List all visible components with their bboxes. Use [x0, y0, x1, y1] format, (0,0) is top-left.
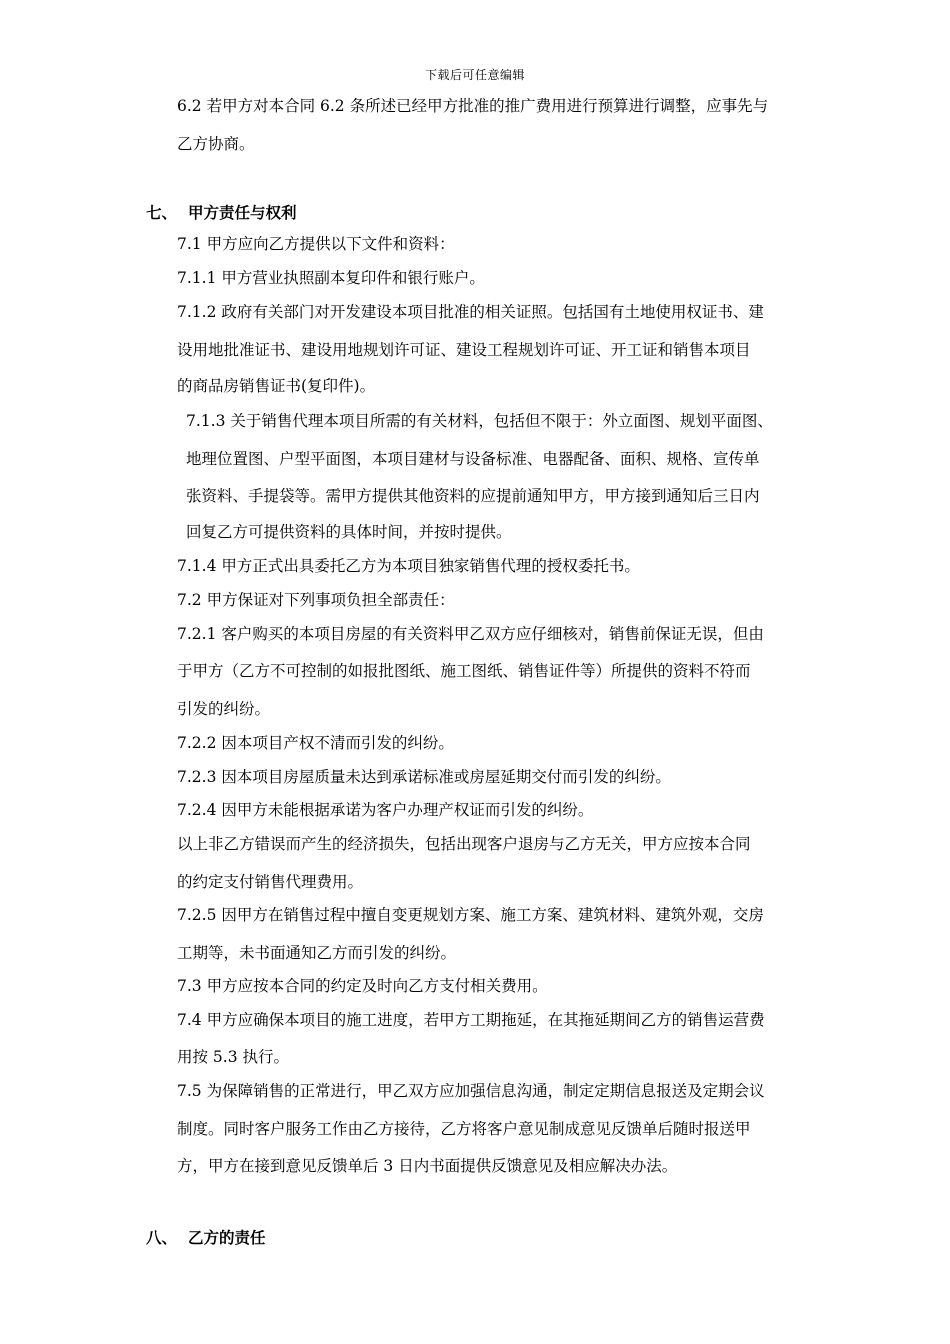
- section-title: 甲方责任与权利: [188, 203, 297, 222]
- paragraph-losses-line-1: 以上非乙方错误而产生的经济损失，包括出现客户退房与乙方无关，甲方应按本合同: [177, 835, 751, 853]
- clause-7-4-line-1: 7.4 甲方应确保本项目的施工进度，若甲方工期拖延，在其拖延期间乙方的销售运营费: [177, 1011, 765, 1029]
- clause-7-1-2-line-3: 的商品房销售证书(复印件)。: [177, 377, 376, 395]
- clause-7-2-4: 7.2.4 因甲方未能根据承诺为客户办理产权证而引发的纠纷。: [177, 801, 594, 819]
- clause-7-2-1-line-1: 7.2.1 客户购买的本项目房屋的有关资料甲乙双方应仔细核对，销售前保证无误，但由: [177, 625, 764, 643]
- clause-7-2: 7.2 甲方保证对下列事项负担全部责任：: [177, 591, 455, 609]
- clause-6-2-line-2: 乙方协商。: [177, 135, 255, 153]
- clause-7-4-line-2: 用按 5.3 执行。: [177, 1048, 290, 1066]
- clause-7-5-line-2: 制度。同时客户服务工作由乙方接待，乙方将客户意见制成意见反馈单后随时报送甲: [177, 1120, 751, 1138]
- clause-7-5-line-3: 方，甲方在接到意见反馈单后 3 日内书面提供反馈意见及相应解决办法。: [177, 1157, 678, 1175]
- clause-7-2-2: 7.2.2 因本项目产权不清而引发的纠纷。: [177, 734, 454, 752]
- clause-7-1-2-line-1: 7.1.2 政府有关部门对开发建设本项目批准的相关证照。包括国有土地使用权证书、建: [177, 303, 764, 321]
- section-number: 七、: [146, 203, 178, 222]
- clause-7-2-5-line-1: 7.2.5 因甲方在销售过程中擅自变更规划方案、施工方案、建筑材料、建筑外观，交房: [177, 906, 764, 924]
- clause-7-1: 7.1 甲方应向乙方提供以下文件和资料：: [177, 235, 455, 253]
- clause-7-2-1-line-3: 引发的纠纷。: [177, 700, 271, 718]
- section-heading-7: [146, 201, 297, 223]
- clause-7-2-5-line-2: 工期等，未书面通知乙方而引发的纠纷。: [177, 944, 457, 962]
- clause-7-1-3-line-2: 地理位置图、户型平面图，本项目建材与设备标准、电器配备、面积、规格、宣传单: [186, 450, 760, 468]
- clause-7-3: 7.3 甲方应按本合同的约定及时向乙方支付相关费用。: [177, 977, 548, 995]
- section-title: 乙方的责任: [188, 1228, 266, 1247]
- clause-7-1-1: 7.1.1 甲方营业执照副本复印件和银行账户。: [177, 269, 485, 287]
- clause-7-1-3-line-4: 回复乙方可提供资料的具体时间，并按时提供。: [186, 523, 512, 541]
- clause-6-2-line-1: 6.2 若甲方对本合同 6.2 条所述已经甲方批准的推广费用进行预算进行调整，应事先与: [177, 97, 769, 115]
- clause-7-5-line-1: 7.5 为保障销售的正常进行，甲乙双方应加强信息沟通，制定定期信息报送及定期会议: [177, 1082, 765, 1100]
- section-number: 八、: [146, 1228, 178, 1247]
- clause-7-1-3-line-3: 张资料、手提袋等。需甲方提供其他资料的应提前通知甲方，甲方接到通知后三日内: [186, 487, 760, 505]
- clause-7-2-3: 7.2.3 因本项目房屋质量未达到承诺标准或房屋延期交付而引发的纠纷。: [177, 768, 671, 786]
- clause-7-1-4: 7.1.4 甲方正式出具委托乙方为本项目独家销售代理的授权委托书。: [177, 557, 640, 575]
- paragraph-losses-line-2: 的约定支付销售代理费用。: [177, 873, 364, 891]
- clause-7-2-1-line-2: 于甲方（乙方不可控制的如报批图纸、施工图纸、销售证件等）所提供的资料不符而: [177, 662, 751, 680]
- clause-7-1-3-line-1: 7.1.3 关于销售代理本项目所需的有关材料，包括但不限于：外立面图、规划平面图、: [186, 412, 773, 430]
- section-heading-8: [146, 1226, 266, 1248]
- clause-7-1-2-line-2: 设用地批准证书、建设用地规划许可证、建设工程规划许可证、开工证和销售本项目: [177, 341, 751, 359]
- page-header: 下载后可任意编辑: [424, 68, 525, 82]
